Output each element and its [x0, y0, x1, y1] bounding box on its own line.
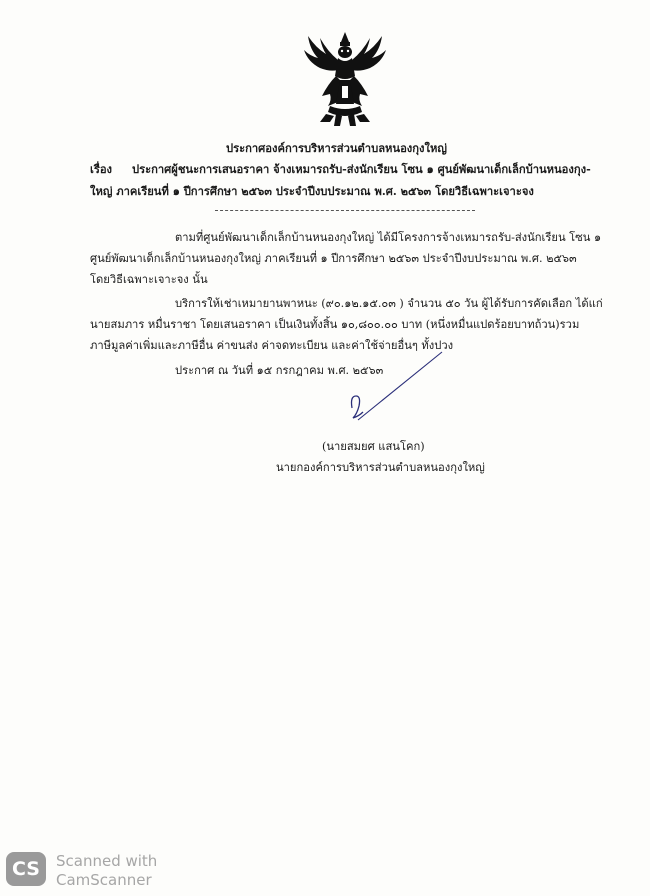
watermark-line-1: Scanned with — [56, 852, 158, 870]
camscanner-logo-icon: CS — [6, 852, 46, 886]
document-title: ประกาศองค์การบริหารส่วนตำบลหนองกุงใหญ่ — [226, 141, 447, 155]
paragraph-1-line-3: โดยวิธีเฉพาะเจาะจง นั้น — [90, 273, 208, 286]
signatory-name: (นายสมยศ แสนโคก) — [322, 440, 425, 453]
handwritten-signature-icon — [330, 350, 450, 425]
watermark-line-2: CamScanner — [56, 871, 152, 889]
paragraph-2-line-3: ภาษีมูลค่าเพิ่มและภาษีอื่น ค่าขนส่ง ค่าจดทะเบียน และค่าใช้จ่ายอื่นๆ ทั้งปวง — [90, 339, 454, 352]
garuda-emblem-icon — [300, 30, 390, 128]
subject-label: เรื่อง — [90, 162, 113, 176]
paragraph-2-line-2: นายสมภาร หมื่นราชา โดยเสนอราคา เป็นเงินทั้งสิ้น ๑๐,๘๐๐.๐๐ บาท (หนึ่งหมื่นแปดร้อยบาทถ้วน)รวม — [90, 318, 580, 331]
header-divider — [215, 210, 475, 211]
paragraph-1-line-1: ตามที่ศูนย์พัฒนาเด็กเล็กบ้านหนองกุงใหญ่ ได้มีโครงการจ้างเหมารถรับ-ส่งนักเรียน โซน ๑ — [175, 231, 602, 244]
paragraph-2-line-1: บริการให้เช่าเหมายานพาหนะ (๙๐.๑๒.๑๕.๐๓ ) จำนวน ๕๐ วัน ผู้ได้รับการคัดเลือก ได้แก่ — [175, 297, 603, 310]
announcement-date: ประกาศ ณ วันที่ ๑๕ กรกฎาคม พ.ศ. ๒๕๖๓ — [175, 364, 384, 377]
subject-line-2: ใหญ่ ภาคเรียนที่ ๑ ปีการศึกษา ๒๕๖๓ ประจำปีงบประมาณ พ.ศ. ๒๕๖๓ โดยวิธีเฉพาะเจาะจง — [90, 184, 534, 198]
subject-line-1: ประกาศผู้ชนะการเสนอราคา จ้างเหมารถรับ-ส่งนักเรียน โซน ๑ ศูนย์พัฒนาเด็กเล็กบ้านหนองกุง- — [132, 162, 591, 176]
paragraph-1-line-2: ศูนย์พัฒนาเด็กเล็กบ้านหนองกุงใหญ่ ภาคเรียนที่ ๑ ปีการศึกษา ๒๕๖๓ ประจำปีงบประมาณ พ.ศ. ๒๕๖๓ — [90, 252, 577, 265]
signatory-position: นายกองค์การบริหารส่วนตำบลหนองกุงใหญ่ — [276, 461, 485, 474]
